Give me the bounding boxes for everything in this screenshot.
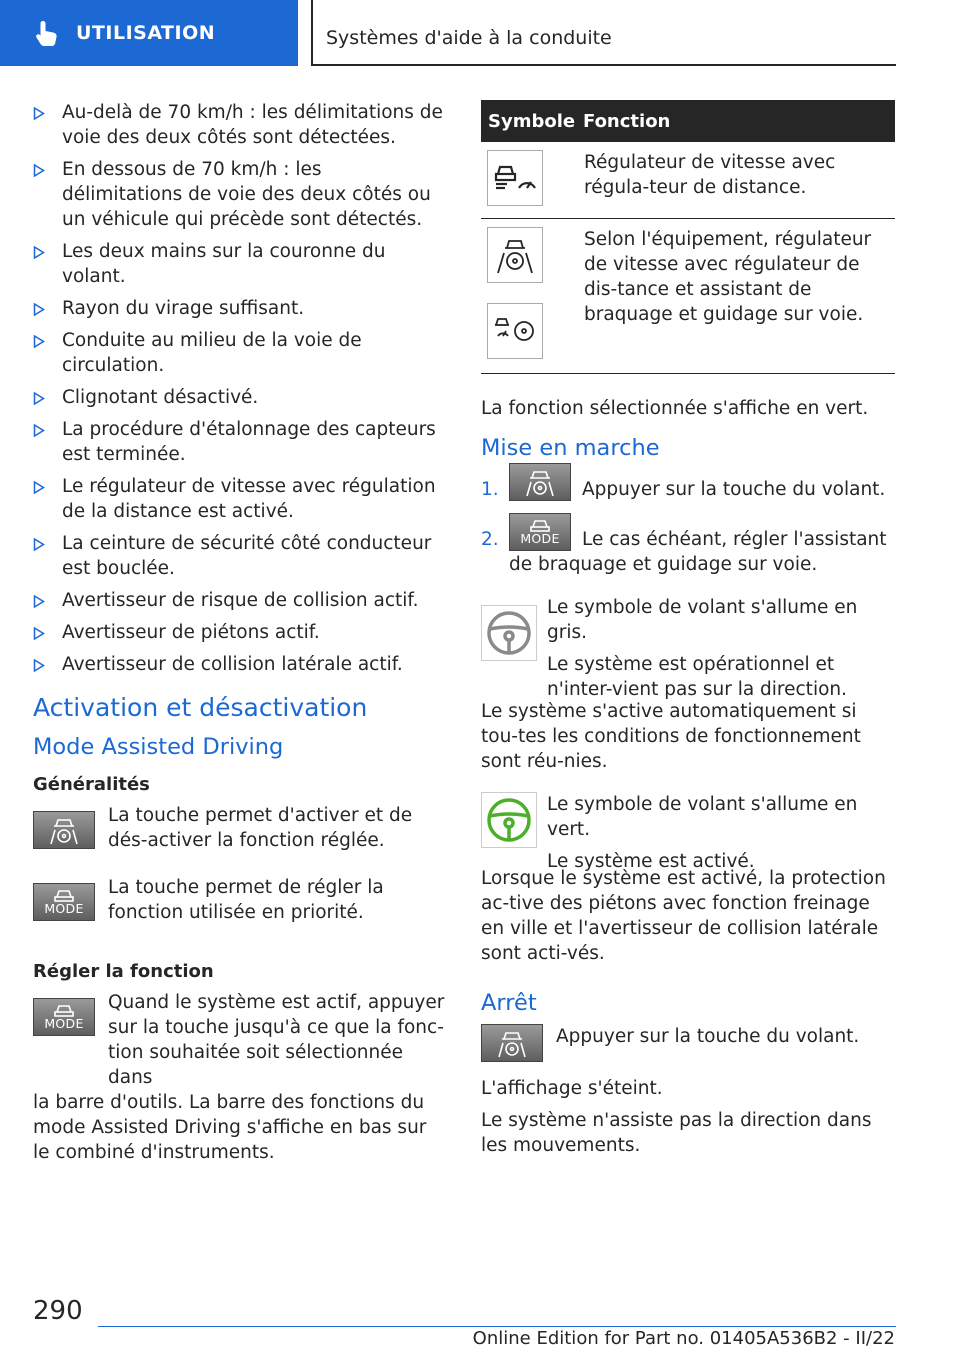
right-column bbox=[481, 100, 895, 1158]
mode-button-image: MODE bbox=[509, 513, 571, 551]
condition-list bbox=[33, 100, 445, 677]
list-item: Au-delà de 70 km/h : les délimitations de voie des deux côtés sont détectées. bbox=[33, 100, 445, 150]
symbol-table bbox=[481, 100, 895, 374]
grey-indicator: Le symbole de volant s'allume en gris. Le système est opérationnel et n'inter-vient pas sur la direction. bbox=[481, 595, 895, 687]
bullet-triangle-icon bbox=[33, 303, 45, 316]
section-heading: Activation et désactivation bbox=[33, 693, 368, 722]
page-header bbox=[0, 0, 960, 66]
subsection-heading: Mode Assisted Driving bbox=[33, 734, 284, 760]
paragraph: Le système n'assiste pas la direction dans les mouvements. bbox=[481, 1110, 872, 1156]
section-tab bbox=[0, 0, 298, 66]
list-item: Avertisseur de piétons actif. bbox=[33, 620, 445, 645]
bullet-triangle-icon bbox=[33, 424, 45, 437]
lane-steering-icon bbox=[485, 1026, 539, 1060]
off-step: Appuyer sur la touche du volant. bbox=[481, 1024, 895, 1084]
list-item: Rayon du virage suffisant. bbox=[33, 296, 445, 321]
paragraph: La fonction sélectionnée s'affiche en vert. bbox=[481, 398, 869, 419]
bullet-triangle-icon bbox=[33, 246, 45, 259]
table-row bbox=[481, 219, 895, 374]
cruise-steering-symbol-icon bbox=[487, 303, 543, 359]
list-item: La ceinture de sécurité côté conducteur est bouclée. bbox=[33, 531, 445, 581]
table-row bbox=[481, 142, 895, 219]
bullet-triangle-icon bbox=[33, 538, 45, 551]
edition-note: Online Edition for Part no. 01405A536B2 - II/22 bbox=[472, 1328, 895, 1349]
adjust-heading: Régler la fonction bbox=[33, 961, 214, 982]
adjust-item: MODE Quand le système est actif, appuyer sur la touche jusqu'à ce que la fonc-tion souhaitée soit sélectionnée dans bbox=[33, 990, 445, 1090]
column-header-symbol: Symbole bbox=[481, 100, 576, 142]
table-cell: Selon l'équipement, régulateur de vitesse avec régulateur de dis-tance et assistant de braquage et guidage sur voie. bbox=[584, 229, 872, 325]
bullet-triangle-icon bbox=[33, 481, 45, 494]
general-item-1: La touche permet d'activer et de dés-activer la fonction réglée. bbox=[33, 803, 445, 873]
mode-button-image: MODE bbox=[33, 998, 95, 1036]
step-1: 1. Appuyer sur la touche du volant. bbox=[481, 477, 895, 527]
adjust-text: la barre d'outils. La barre des fonctions du mode Assisted Driving s'affiche en bas sur le combiné d'instruments. bbox=[33, 1092, 427, 1163]
green-indicator: Le symbole de volant s'allume en vert. Le système est activé. bbox=[481, 792, 895, 854]
steering-wheel-grey-icon bbox=[481, 605, 537, 665]
paragraph: Lorsque le système est activé, la protection ac-tive des piétons avec fonction freinage en ville et l'avertisseur de collision latérale sont acti-vés. bbox=[481, 868, 886, 964]
column-header-function: Fonction bbox=[576, 100, 895, 142]
header-rule bbox=[311, 64, 896, 66]
list-item: La procédure d'étalonnage des capteurs est terminée. bbox=[33, 417, 445, 467]
general-item-2: MODE La touche permet de régler la fonction utilisée en priorité. bbox=[33, 875, 445, 955]
bullet-triangle-icon bbox=[33, 595, 45, 608]
step-2: 2. MODE Le cas échéant, régler l'assistant de braquage et guidage sur voie. bbox=[481, 527, 895, 577]
bullet-triangle-icon bbox=[33, 627, 45, 640]
list-item: Clignotant désactivé. bbox=[33, 385, 445, 410]
steering-wheel-green-icon bbox=[481, 792, 537, 852]
page-number: 290 bbox=[33, 1296, 83, 1326]
general-heading: Généralités bbox=[33, 774, 150, 795]
list-item: Le régulateur de vitesse avec régulation de la distance est activé. bbox=[33, 474, 445, 524]
list-item: Avertisseur de risque de collision actif. bbox=[33, 588, 445, 613]
left-column bbox=[33, 100, 445, 1165]
cruise-distance-icon bbox=[487, 150, 543, 206]
switch-off-heading: Arrêt bbox=[481, 990, 537, 1016]
bullet-triangle-icon bbox=[33, 392, 45, 405]
switch-on-heading: Mise en marche bbox=[481, 435, 660, 461]
bullet-triangle-icon bbox=[33, 335, 45, 348]
table-header-row bbox=[481, 100, 895, 142]
paragraph: L'affichage s'éteint. bbox=[481, 1078, 663, 1099]
list-item: Avertisseur de collision latérale actif. bbox=[33, 652, 445, 677]
assist-button-image bbox=[33, 811, 95, 849]
list-item: Les deux mains sur la couronne du volant. bbox=[33, 239, 445, 289]
header-divider bbox=[311, 0, 313, 66]
table-cell: Régulateur de vitesse avec régula-teur de distance. bbox=[584, 152, 836, 198]
bullet-triangle-icon bbox=[33, 659, 45, 672]
lane-steering-icon bbox=[37, 813, 91, 847]
list-item: En dessous de 70 km/h : les délimitations de voie des deux côtés ou un véhicule qui précède sont détectés. bbox=[33, 157, 445, 232]
lane-steering-icon bbox=[513, 465, 567, 499]
paragraph: Le système s'active automatiquement si tou-tes les conditions de fonctionnement sont réu-nies. bbox=[481, 701, 861, 772]
list-item: Conduite au milieu de la voie de circulation. bbox=[33, 328, 445, 378]
mode-button-image: MODE bbox=[33, 883, 95, 921]
assist-button-image bbox=[481, 1024, 543, 1062]
assist-button-image bbox=[509, 463, 571, 501]
bullet-triangle-icon bbox=[33, 164, 45, 177]
hand-pointer-icon bbox=[34, 19, 60, 47]
page-title: Systèmes d'aide à la conduite bbox=[326, 27, 612, 49]
lane-steering-symbol-icon bbox=[487, 227, 543, 283]
section-label: UTILISATION bbox=[76, 22, 216, 44]
bullet-triangle-icon bbox=[33, 107, 45, 120]
footer-rule bbox=[98, 1326, 896, 1327]
